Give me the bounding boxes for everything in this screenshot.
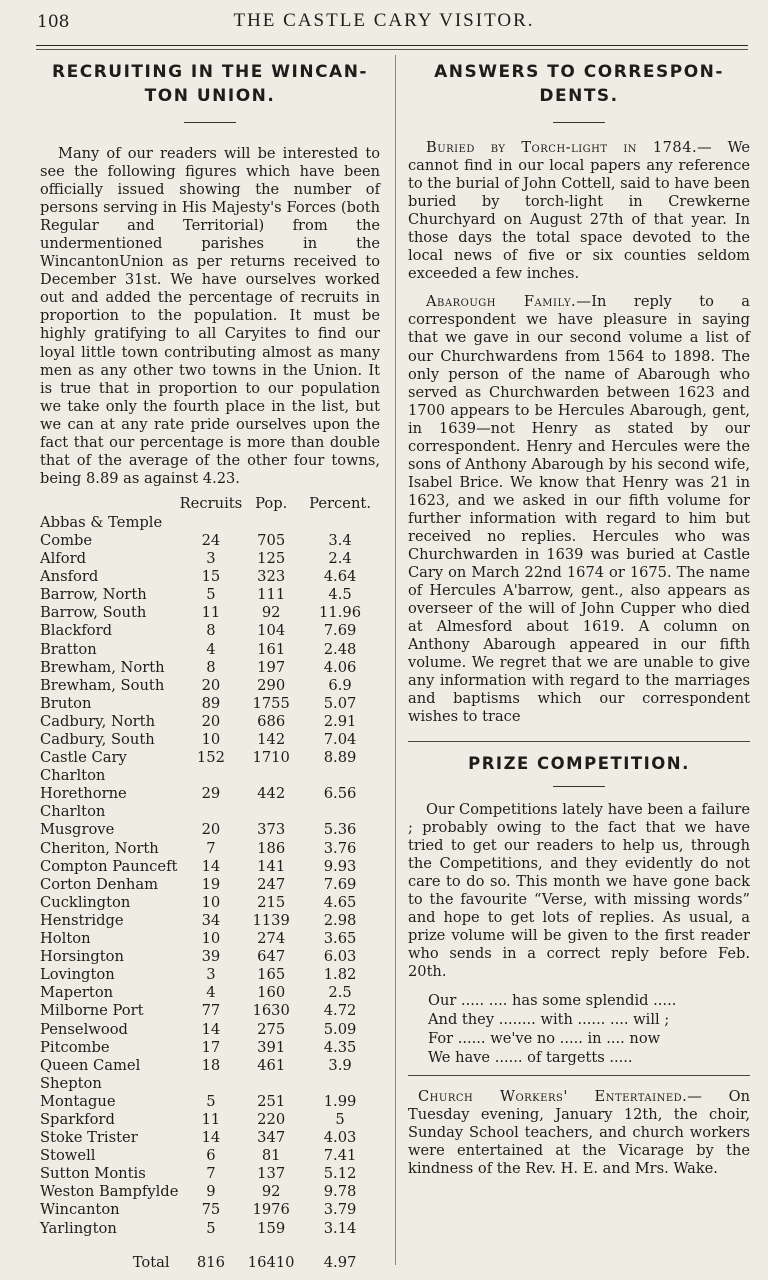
- verse-block: [428, 991, 750, 1067]
- row-pop: 275: [257, 1020, 286, 1038]
- row-recruits: 14: [201, 1129, 221, 1147]
- row-percent: 7.69: [323, 622, 357, 640]
- row-percent: 5.36: [323, 821, 357, 839]
- row-percent: 11.96: [319, 604, 362, 622]
- table-row: [40, 767, 380, 803]
- header-rule-thin: [36, 49, 748, 50]
- table-row: [40, 586, 380, 604]
- row-percent: 3.76: [323, 839, 357, 857]
- row-name: Cadbury, North: [40, 712, 156, 730]
- table-header-row: [40, 494, 380, 514]
- row-percent: 6.56: [323, 785, 357, 803]
- row-pop: 160: [257, 984, 286, 1002]
- column-divider: [395, 55, 396, 1265]
- table-row: [40, 1111, 380, 1129]
- table-row: [40, 858, 380, 876]
- table-row: [40, 840, 380, 858]
- table-row: [40, 1129, 380, 1147]
- row-percent: 1.82: [323, 966, 357, 984]
- row-recruits: 15: [201, 568, 221, 586]
- row-recruits: 20: [201, 676, 221, 694]
- row-recruits: 18: [201, 1056, 221, 1074]
- prize-title-rule: [553, 786, 605, 787]
- row-recruits: 7: [206, 1165, 216, 1183]
- row-percent: 5: [335, 1110, 345, 1128]
- table-body: [40, 514, 380, 1238]
- column-header-recruits: Recruits: [179, 494, 243, 512]
- row-percent: 4.03: [323, 1129, 357, 1147]
- table-row: [40, 803, 380, 839]
- table-row: [40, 930, 380, 948]
- table-row: [40, 894, 380, 912]
- row-pop: 442: [257, 785, 286, 803]
- row-pop: 220: [257, 1110, 286, 1128]
- table-row: [40, 514, 380, 550]
- right-column: [408, 56, 750, 1178]
- total-percent: 4.97: [323, 1253, 357, 1271]
- row-name: Queen Camel: [40, 1056, 141, 1074]
- answers-title-line2: DENTS.: [539, 86, 619, 106]
- running-title: THE CASTLE CARY VISITOR.: [233, 10, 535, 31]
- row-pop: 1710: [252, 749, 290, 767]
- table-row: [40, 622, 380, 640]
- row-percent: 9.93: [323, 857, 357, 875]
- table-row: [40, 550, 380, 568]
- row-percent: 2.5: [328, 984, 352, 1002]
- row-percent: 9.78: [323, 1183, 357, 1201]
- row-name: Yarlington: [40, 1219, 117, 1237]
- row-name: Barrow, North: [40, 586, 147, 604]
- row-name: Penselwood: [40, 1020, 128, 1038]
- verse-line: And they ........ with ...... .... will ;: [428, 1010, 670, 1028]
- row-percent: 4.5: [328, 586, 352, 604]
- table-row: [40, 659, 380, 677]
- row-recruits: 14: [201, 857, 221, 875]
- row-recruits: 3: [206, 550, 216, 568]
- total-row: [40, 1238, 380, 1272]
- total-recruits: 816: [196, 1253, 225, 1271]
- row-name: Wincanton: [40, 1201, 120, 1219]
- row-recruits: 8: [206, 658, 216, 676]
- recruiting-title-line1: RECRUITING IN THE WINCAN-: [52, 62, 368, 82]
- abarough-lead: Abarough Family.—: [426, 293, 592, 311]
- row-recruits: 152: [196, 749, 225, 767]
- row-name: Blackford: [40, 622, 113, 640]
- row-recruits: 5: [206, 1219, 216, 1237]
- table-row: [40, 1165, 380, 1183]
- row-percent: 6.9: [328, 676, 352, 694]
- row-name: Cucklington: [40, 893, 131, 911]
- table-row: [40, 1039, 380, 1057]
- row-percent: 3.14: [323, 1219, 357, 1237]
- row-percent: 4.35: [323, 1038, 357, 1056]
- row-pop: 647: [257, 948, 286, 966]
- row-percent: 5.07: [323, 694, 357, 712]
- row-pop: 92: [261, 604, 281, 622]
- row-name: Sparkford: [40, 1110, 115, 1128]
- row-percent: 3.9: [328, 1056, 352, 1074]
- row-pop: 104: [257, 622, 286, 640]
- table-row: [40, 1057, 380, 1075]
- church-workers-lead: Church Workers' Entertained.—: [418, 1087, 703, 1105]
- row-recruits: 17: [201, 1038, 221, 1056]
- row-pop: 197: [257, 658, 286, 676]
- table-row: [40, 1075, 380, 1111]
- row-percent: 3.4: [328, 531, 352, 549]
- row-pop: 1755: [252, 694, 290, 712]
- row-pop: 373: [257, 821, 286, 839]
- row-name: Alford: [40, 550, 87, 568]
- church-workers-text: On Tuesday evening, January 12th, the choir, Sunday School teachers, and church workers were entertained at the Vicarage by the kindness of the Rev. H. E. and Mrs. Wake.: [408, 1087, 750, 1178]
- row-name: Pitcombe: [40, 1038, 110, 1056]
- row-percent: 5.12: [323, 1165, 357, 1183]
- row-name: Corton Denham: [40, 875, 159, 893]
- row-recruits: 34: [201, 911, 221, 929]
- table-row: [40, 1002, 380, 1020]
- row-name: Bratton: [40, 640, 97, 658]
- table-row: [40, 1201, 380, 1219]
- recruiting-intro: Many of our readers will be interested to see the following figures which have been officially issued showing the number of persons serving in His Majesty's Forces (both Regular and Territorial) from the undermentioned parishes in the WincantonUnion as per returns received to December 31st. We have ourselves worked out and added the percentage of recruits in proportion to the population. It must be highly gratifying to all Caryites to find our loyal little town contributing almost as many men as any other two towns in the Union. It is true that in proportion to our population we take only the fourth place in the list, but we can at any rate pride ourselves upon the fact that our percentage is more than double that of the average of the other four towns, being 8.89 as against 4.23.: [40, 145, 380, 487]
- table-row: [40, 1147, 380, 1165]
- row-pop: 165: [257, 966, 286, 984]
- row-pop: 161: [257, 640, 286, 658]
- row-pop: 1976: [252, 1201, 290, 1219]
- row-pop: 290: [257, 676, 286, 694]
- row-recruits: 7: [206, 839, 216, 857]
- row-percent: 7.04: [323, 731, 357, 749]
- row-percent: 2.98: [323, 911, 357, 929]
- torchlight-paragraph: [408, 139, 750, 283]
- table-row: [40, 695, 380, 713]
- row-name: Weston Bampfylde: [40, 1183, 179, 1201]
- row-recruits: 4: [206, 984, 216, 1002]
- row-percent: 2.4: [328, 550, 352, 568]
- row-recruits: 5: [206, 1092, 216, 1110]
- row-pop: 247: [257, 875, 286, 893]
- left-column: [40, 56, 380, 1272]
- row-name: Abbas & Temple Combe: [40, 513, 163, 549]
- row-percent: 2.91: [323, 712, 357, 730]
- row-recruits: 4: [206, 640, 216, 658]
- table-row: [40, 677, 380, 695]
- row-name: Milborne Port: [40, 1002, 144, 1020]
- row-percent: 5.09: [323, 1020, 357, 1038]
- row-recruits: 10: [201, 893, 221, 911]
- row-recruits: 89: [201, 694, 221, 712]
- prize-title: PRIZE COMPETITION.: [468, 753, 690, 773]
- row-name: Henstridge: [40, 911, 124, 929]
- row-recruits: 39: [201, 948, 221, 966]
- row-recruits: 75: [201, 1201, 221, 1219]
- answers-title-rule: [553, 122, 605, 123]
- row-name: Ansford: [40, 568, 99, 586]
- row-name: Holton: [40, 930, 91, 948]
- row-percent: 3.79: [323, 1201, 357, 1219]
- recruiting-title-line2: TON UNION.: [144, 86, 276, 106]
- row-percent: 3.65: [323, 930, 357, 948]
- page-number: 108: [37, 12, 70, 32]
- row-percent: 7.41: [323, 1147, 357, 1165]
- table-row: [40, 876, 380, 894]
- row-recruits: 11: [201, 604, 221, 622]
- row-pop: 159: [257, 1219, 286, 1237]
- table-row: [40, 1220, 380, 1238]
- answers-title-line1: ANSWERS TO CORRESPON-: [434, 62, 724, 82]
- row-recruits: 77: [201, 1002, 221, 1020]
- table-row: [40, 641, 380, 659]
- row-recruits: 3: [206, 966, 216, 984]
- verse-line: Our ..... .... has some splendid .....: [428, 991, 677, 1009]
- row-recruits: 24: [201, 531, 221, 549]
- table-row: [40, 1183, 380, 1201]
- row-recruits: 29: [201, 785, 221, 803]
- row-percent: 6.03: [323, 948, 357, 966]
- row-name: Stoke Trister: [40, 1129, 138, 1147]
- row-pop: 705: [257, 531, 286, 549]
- row-recruits: 8: [206, 622, 216, 640]
- row-percent: 8.89: [323, 749, 357, 767]
- row-recruits: 5: [206, 586, 216, 604]
- table-row: [40, 1021, 380, 1039]
- row-recruits: 6: [206, 1147, 216, 1165]
- row-pop: 1630: [252, 1002, 290, 1020]
- total-label: Total: [132, 1253, 170, 1271]
- table-row: [40, 948, 380, 966]
- row-name: Shepton Montague: [40, 1074, 116, 1110]
- row-pop: 111: [257, 586, 286, 604]
- row-recruits: 19: [201, 875, 221, 893]
- table-row: [40, 604, 380, 622]
- row-name: Cadbury, South: [40, 731, 155, 749]
- row-pop: 142: [257, 731, 286, 749]
- column-header-percent: Percent.: [309, 494, 371, 512]
- row-recruits: 20: [201, 821, 221, 839]
- row-pop: 251: [257, 1092, 286, 1110]
- church-workers-paragraph: [408, 1088, 750, 1178]
- row-name: Barrow, South: [40, 604, 147, 622]
- row-percent: 4.06: [323, 658, 357, 676]
- row-name: Brewham, South: [40, 676, 165, 694]
- row-pop: 81: [261, 1147, 281, 1165]
- total-pop: 16410: [247, 1253, 295, 1271]
- section-divider-2: [408, 1075, 750, 1076]
- row-name: Stowell: [40, 1147, 96, 1165]
- header-rule: [36, 45, 748, 46]
- row-name: Horsington: [40, 948, 124, 966]
- row-pop: 125: [257, 550, 286, 568]
- row-name: Lovington: [40, 966, 115, 984]
- row-name: Castle Cary: [40, 749, 127, 767]
- row-pop: 347: [257, 1129, 286, 1147]
- row-pop: 141: [257, 857, 286, 875]
- row-pop: 186: [257, 839, 286, 857]
- section-divider: [408, 741, 750, 742]
- row-pop: 1139: [252, 911, 290, 929]
- row-percent: 4.72: [323, 1002, 357, 1020]
- table-row: [40, 966, 380, 984]
- row-recruits: 14: [201, 1020, 221, 1038]
- row-name: Cheriton, North: [40, 839, 159, 857]
- column-header-pop: Pop.: [255, 494, 288, 512]
- table-row: [40, 568, 380, 586]
- row-name: Charlton Musgrove: [40, 803, 115, 839]
- prize-text: Our Competitions lately have been a failure ; probably owing to the fact that we have tried to get our readers to help us, through the Competitions, and they evidently do not care to do so. This month we have gone back to the favourite “Verse, with missing words” and hope to get lots of replies. As usual, a prize volume will be given to the first reader who sends in a correct reply before Feb. 20th.: [408, 800, 750, 980]
- title-rule: [184, 122, 236, 123]
- row-percent: 1.99: [323, 1092, 357, 1110]
- table-row: [40, 749, 380, 767]
- table-row: [40, 984, 380, 1002]
- row-pop: 215: [257, 893, 286, 911]
- row-pop: 92: [261, 1183, 281, 1201]
- row-name: Maperton: [40, 984, 114, 1002]
- row-name: Brewham, North: [40, 658, 165, 676]
- row-pop: 461: [257, 1056, 286, 1074]
- row-name: Bruton: [40, 694, 92, 712]
- row-name: Sutton Montis: [40, 1165, 146, 1183]
- torchlight-text: We cannot find in our local papers any reference to the burial of John Cottell, said to have been buried by torch-light in Crewkerne Churchyard on August 27th of that year. In those days the total space devoted to the local news of five or six counties seldom exceeded a few inches.: [408, 139, 751, 283]
- table-row: [40, 731, 380, 749]
- abarough-text: In reply to a correspondent we have pleasure in saying that we gave in our second volume a list of our Churchwardens from 1564 to 1898. The only person of the name of Abarough who served as Churchwarden between 1623 and 1700 appears to be Hercules Abarough, gent, in 1639—not Henry as stated by our correspondent. Henry and Hercules were the sons of Anthony Abarough by his second wife, Isabel Brice. We know that Henry was 21 in 1623, and we asked in our fifth volume for further information with regard to him but received no replies. Hercules who was Churchwarden in 1639 was buried at Castle Cary on March 22nd 1674 or 1675. The name of Hercules A'barrow, gent., also appears as overseer of the will of John Cupper who died at Almesford about 1619. A column on Anthony Abarough appeared in our fifth volume. We regret that we are unable to give any information with regard to the marriages and baptisms which our correspondent wishes to trace: [408, 293, 750, 726]
- row-pop: 323: [257, 568, 286, 586]
- row-recruits: 11: [201, 1110, 221, 1128]
- table-row: [40, 912, 380, 930]
- torchlight-lead: Buried by Torch-light in 1784.—: [426, 139, 713, 156]
- row-recruits: 10: [201, 930, 221, 948]
- row-name: Charlton Horethorne: [40, 767, 127, 803]
- row-percent: 4.65: [323, 893, 357, 911]
- row-percent: 4.64: [323, 568, 357, 586]
- row-pop: 274: [257, 930, 286, 948]
- recruits-table: [40, 494, 380, 1272]
- abarough-paragraph: [408, 293, 750, 726]
- row-recruits: 20: [201, 712, 221, 730]
- row-pop: 686: [257, 712, 286, 730]
- verse-line: We have ...... of targetts .....: [428, 1048, 633, 1066]
- table-row: [40, 713, 380, 731]
- row-name: Compton Paunceft: [40, 857, 178, 875]
- row-recruits: 10: [201, 731, 221, 749]
- row-percent: 2.48: [323, 640, 357, 658]
- row-recruits: 9: [206, 1183, 216, 1201]
- row-pop: 391: [257, 1038, 286, 1056]
- row-percent: 7.69: [323, 875, 357, 893]
- row-pop: 137: [257, 1165, 286, 1183]
- verse-line: For ...... we've no ..... in .... now: [428, 1029, 661, 1047]
